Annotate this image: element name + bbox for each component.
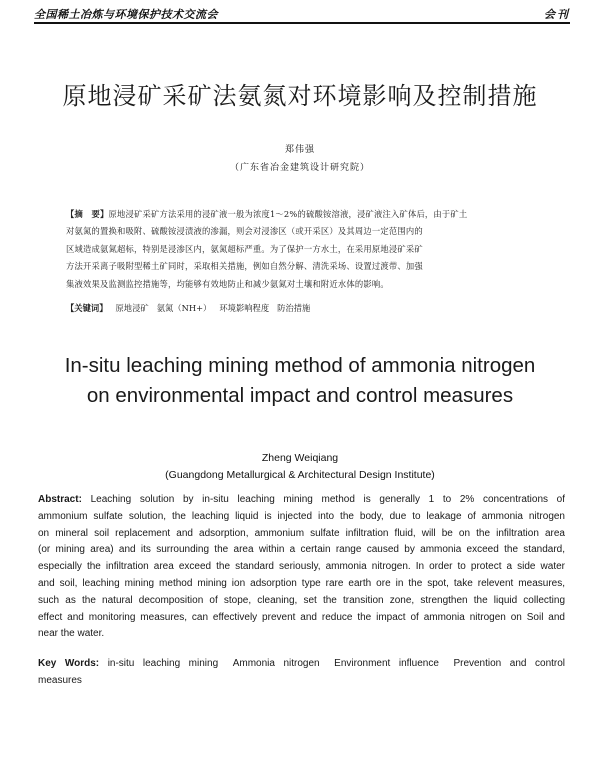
english-keywords-line (38, 656, 565, 673)
english-keywords (38, 656, 565, 689)
english-keywords-line: measures (38, 674, 82, 686)
english-abstract-line: ammonium sulfate solution, the leaching liquid is injected into the body, due to leakage of ammonia nitrogen (38, 510, 565, 522)
chinese-abstract-line: 对氨氮的置换和吸附、硫酸铵浸渍液的渗漏，则会对浸渗区（或开采区）及其周边一定范围内的 (66, 226, 423, 237)
english-abstract-line: and soil, leaching mining method mining ion adsorption type rare earth ore in the spot, take relevent measures, (38, 577, 565, 589)
chinese-keyword: 氨氮（NH+） (156, 303, 212, 313)
english-affiliation: (Guangdong Metallurgical & Architectural Design Institute) (165, 469, 435, 481)
english-abstract-line: Abstract: Leaching solution by in-situ leaching mining method is generally 1 to 2% concentrations of (38, 494, 565, 505)
chinese-keyword: 原地浸矿 (115, 303, 149, 313)
issue-label: 会刊 (544, 8, 570, 21)
chinese-abstract-line: 区域造成氨氮超标，特别是浸渗区内，氨氮超标严重。为了保护一方水土，在采用原地浸矿采矿 (66, 243, 423, 254)
english-author: Zheng Weiqiang (261, 452, 339, 464)
english-abstract-line: near the water. (38, 628, 105, 640)
chinese-title: 原地浸矿采矿法氨氮对环境影响及控制措施 (62, 82, 538, 110)
english-abstract-line: such as the natural decomposition of stope, cleaning, set the transition zone, strengthen the liquid collecting (38, 594, 565, 606)
chinese-affiliation: （广东省冶金建筑设计研究院） (229, 163, 370, 173)
english-keyword: Ammonia nitrogen (232, 658, 320, 669)
english-title (0, 351, 600, 411)
chinese-keywords-label: 【关键词】 (66, 303, 108, 313)
chinese-author: 郑伟强 (284, 145, 315, 155)
english-title-line: In-situ leaching mining method of ammonia nitrogen (64, 354, 536, 377)
english-abstract-line: (or mining area) and its surrounding the area within a certain range caused by ammonia exceed the standard, (38, 544, 565, 556)
header-rule (34, 22, 570, 24)
chinese-abstract-line: 集液效果及监测监控措施等，均能够有效地防止和减少氨氮对土壤和附近水体的影响。 (66, 278, 389, 289)
chinese-abstract-label: 【摘 要】 (66, 209, 109, 219)
chinese-abstract (66, 206, 546, 293)
chinese-keyword: 防治措施 (277, 303, 311, 313)
english-abstract-line: on mineral soil replacement and adsorption, ammonium sulfate infiltration fluid, will be on the infiltration area (38, 527, 565, 539)
chinese-keyword: 环境影响程度 (219, 303, 270, 313)
english-abstract-label: Abstract: (38, 494, 82, 505)
english-title-line: on environmental impact and control measures (86, 384, 514, 407)
chinese-abstract-line: 【摘 要】原地浸矿采矿方法采用的浸矿液一般为浓度1～2%的硫酸铵溶液，浸矿液注入矿体后，由于矿土 (66, 209, 468, 219)
english-abstract (38, 492, 565, 643)
english-keyword: Environment influence (334, 658, 439, 669)
english-keywords-label: Key Words: (38, 658, 100, 669)
english-keyword: Prevention and control (453, 658, 566, 669)
journal-name: 全国稀土冶炼与环境保护技术交流会 (34, 8, 218, 21)
english-keyword: in-situ leaching mining (107, 658, 219, 669)
english-abstract-line: effect and monitoring measures, can effectively prevent and reduce the impact of ammonia nitrogen on Soil and (38, 611, 565, 623)
chinese-abstract-line: 方法开采离子吸附型稀土矿同时，采取相关措施，例如自然分解、清洗采场、设置过渡带、加强 (66, 261, 423, 272)
running-header (34, 4, 570, 22)
english-abstract-line: especially the infiltration area exceed the standard seriously, ammonia nitrogen. In order to protect a side water (38, 561, 565, 573)
chinese-keywords (66, 302, 310, 314)
